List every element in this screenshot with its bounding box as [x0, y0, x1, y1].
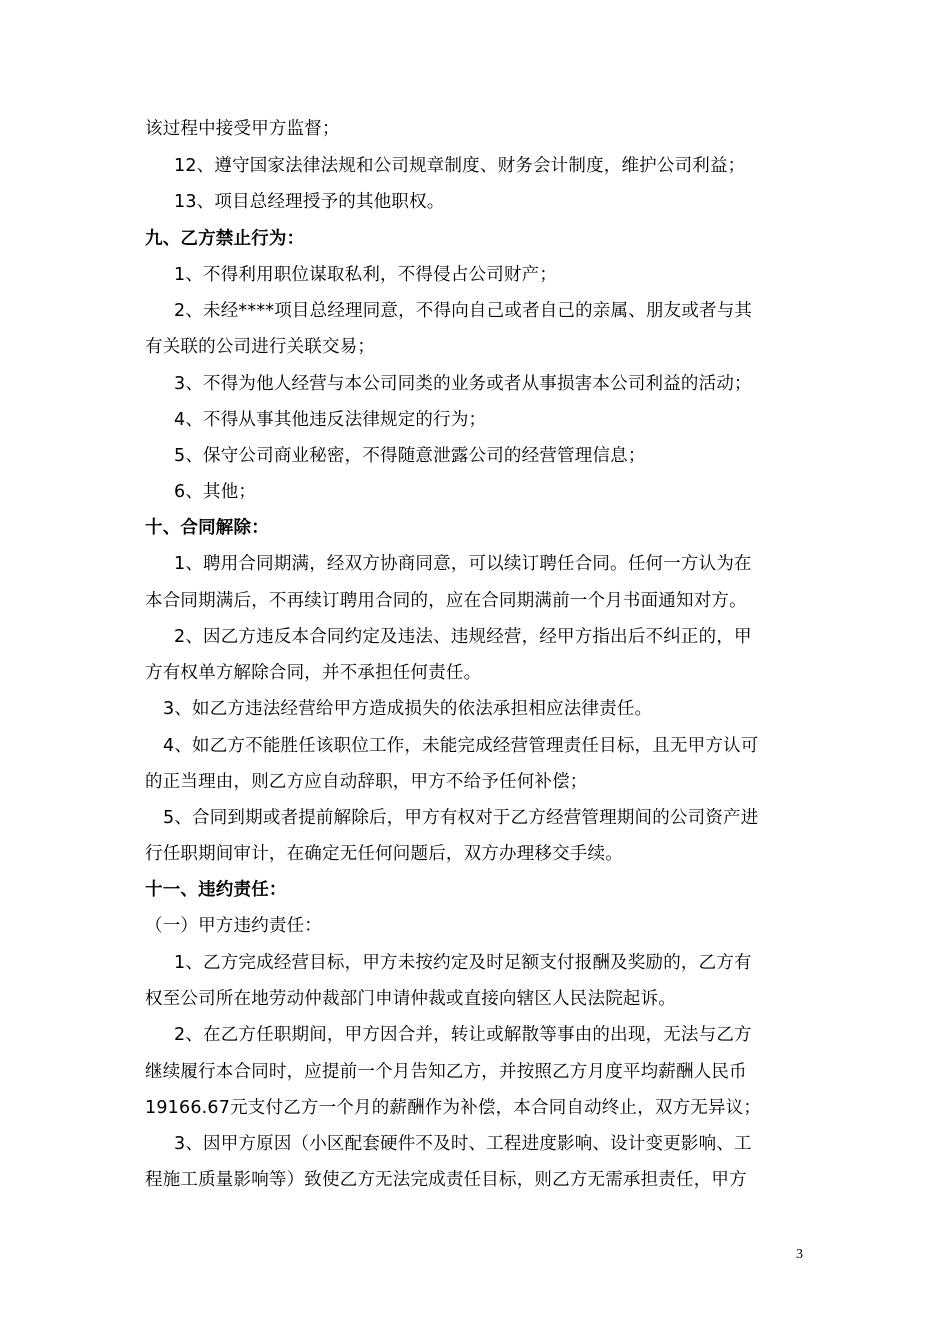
- body-text-line: 本合同期满后，不再续订聘用合同的，应在合同期满前一个月书面通知对方。: [145, 591, 747, 611]
- list-item: 3、不得为他人经营与本公司同类的业务或者从事损害本公司利益的活动；: [174, 374, 752, 394]
- list-item: 4、如乙方不能胜任该职位工作，未能完成经营管理责任目标，且无甲方认可: [163, 736, 759, 756]
- list-item: 1、聘用合同期满，经双方协商同意，可以续订聘任合同。任何一方认为在: [174, 554, 752, 574]
- subsection-heading: （一）甲方违约责任：: [145, 916, 322, 936]
- section-heading-9: 九、乙方禁止行为：: [145, 229, 305, 249]
- list-item: 3、如乙方违法经营给甲方造成损失的依法承担相应法律责任。: [163, 699, 653, 719]
- page-number: 3: [796, 1247, 803, 1262]
- body-text-line: 程施工质量影响等）致使乙方无法完成责任目标，则乙方无需承担责任，甲方: [145, 1170, 747, 1190]
- list-item: 2、未经****项目总经理同意，不得向自己或者自己的亲属、朋友或者与其: [174, 301, 753, 321]
- body-text-line: 继续履行本合同时，应提前一个月告知乙方，并按照乙方月度平均薪酬人民币: [145, 1062, 747, 1082]
- list-item: 2、在乙方任职期间，甲方因合并，转让或解散等事由的出现，无法与乙方: [174, 1025, 752, 1045]
- list-item: 6、其他；: [174, 482, 257, 502]
- list-item: 5、保守公司商业秘密，不得随意泄露公司的经营管理信息；: [174, 446, 646, 466]
- body-text-line: 19166.67元支付乙方一个月的薪酬作为补偿，本合同自动终止，双方无异议；: [145, 1098, 762, 1118]
- list-item: 5、合同到期或者提前解除后，甲方有权对于乙方经营管理期间的公司资产进: [163, 808, 759, 828]
- body-text-line: 有关联的公司进行关联交易；: [145, 337, 376, 357]
- list-item: 4、不得从事其他违反法律规定的行为；: [174, 410, 487, 430]
- section-heading-11: 十一、违约责任：: [145, 880, 287, 900]
- list-item-12: 12、遵守国家法律法规和公司规章制度、财务会计制度，维护公司利益；: [174, 156, 746, 176]
- list-item: 2、因乙方违反本合同约定及违法、违规经营，经甲方指出后不纠正的，甲: [174, 627, 752, 647]
- body-text-line: 权至公司所在地劳动仲裁部门申请仲裁或直接向辖区人民法院起诉。: [145, 989, 676, 1009]
- body-text-line: 方有权单方解除合同，并不承担任何责任。: [145, 663, 482, 683]
- body-text-line: 该过程中接受甲方监督；: [145, 119, 340, 139]
- section-heading-10: 十、合同解除：: [145, 518, 269, 538]
- list-item: 1、不得利用职位谋取私利，不得侵占公司财产；: [174, 265, 558, 285]
- list-item: 1、乙方完成经营目标，甲方未按约定及时足额支付报酬及奖励的，乙方有: [174, 953, 752, 973]
- list-item-13: 13、项目总经理授予的其他职权。: [174, 192, 445, 212]
- body-text-line: 的正当理由，则乙方应自动辞职，甲方不给予任何补偿；: [145, 772, 588, 792]
- list-item: 3、因甲方原因（小区配套硬件不及时、工程进度影响、设计变更影响、工: [174, 1134, 752, 1154]
- body-text-line: 行任职期间审计，在确定无任何问题后，双方办理移交手续。: [145, 844, 623, 864]
